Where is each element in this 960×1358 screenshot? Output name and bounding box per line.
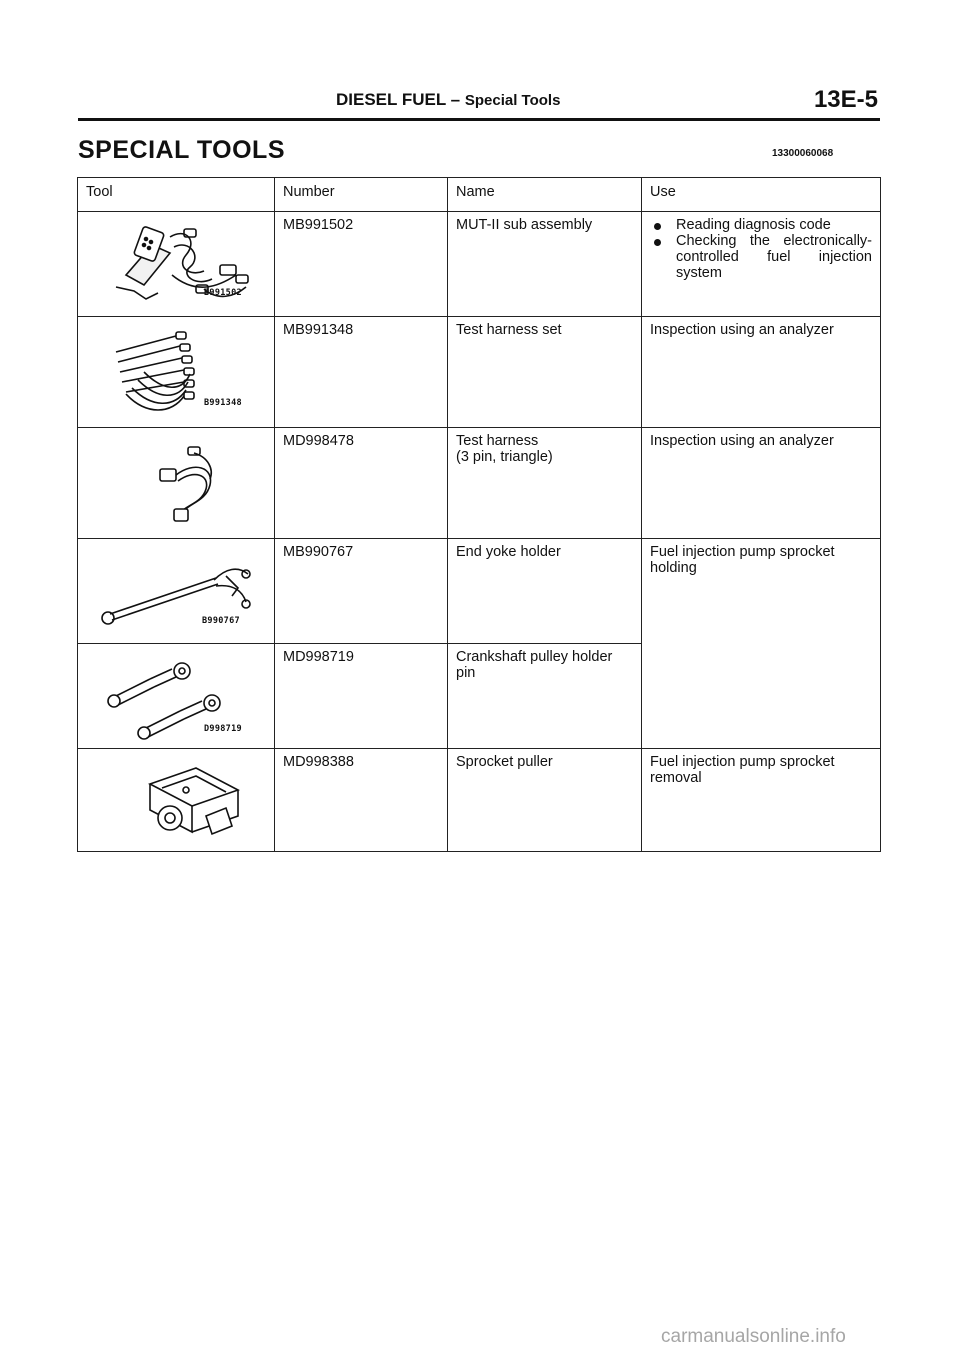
column-header-number: Number [275, 178, 448, 212]
header-dash: – [450, 90, 461, 109]
tool-illustration-cell [78, 644, 275, 749]
table-row [78, 317, 881, 428]
table-row [78, 749, 881, 852]
tool-illustration-cell [78, 317, 275, 428]
sprocket-puller-illustration [86, 754, 281, 846]
header-title-text: DIESEL FUEL [336, 90, 446, 109]
tool-tag: D998719 [204, 724, 242, 734]
list-item: Checking the electronically-controlled fuel injection system [650, 233, 872, 281]
section-title: SPECIAL TOOLS [78, 136, 286, 164]
use-list [650, 217, 872, 281]
tool-number: MB991348 [275, 317, 448, 428]
table-row [78, 212, 881, 317]
column-header-name: Name [448, 178, 642, 212]
table-row [78, 428, 881, 539]
watermark-text: carmanualsonline.info [661, 1326, 846, 1347]
header-subtitle: Special Tools [464, 92, 561, 109]
tool-use: Inspection using an analyzer [642, 317, 881, 428]
tool-illustration-cell [78, 212, 275, 317]
tool-tag: B991348 [204, 398, 242, 408]
column-header-tool: Tool [78, 178, 275, 212]
tool-use: Fuel injection pump sprocket holding [642, 539, 881, 749]
tool-name: Crankshaft pulley holder pin [448, 644, 642, 749]
tool-name: MUT-II sub assembly [448, 212, 642, 317]
tool-number: MB991502 [275, 212, 448, 317]
tool-number: MD998478 [275, 428, 448, 539]
special-tools-table [77, 177, 881, 852]
page-header [78, 84, 878, 118]
tool-number: MD998388 [275, 749, 448, 852]
crankshaft-pulley-holder-pin-illustration [86, 649, 281, 743]
test-harness-3pin-illustration [86, 433, 281, 533]
end-yoke-holder-illustration [86, 544, 281, 638]
section-code: 13300060068 [772, 148, 834, 159]
tool-name-line: (3 pin, triangle) [456, 449, 553, 465]
tool-use: Fuel injection pump sprocket removal [642, 749, 881, 852]
page-number: 13E-5 [813, 86, 878, 113]
tool-illustration-cell [78, 749, 275, 852]
tool-illustration-cell [78, 428, 275, 539]
list-item: Reading diagnosis code [650, 217, 872, 233]
tool-use [642, 212, 881, 317]
table-row [78, 539, 881, 644]
tool-number: MB990767 [275, 539, 448, 644]
tool-illustration-cell [78, 539, 275, 644]
tool-name [448, 428, 642, 539]
tool-tag: B990767 [202, 616, 240, 626]
column-header-use: Use [642, 178, 881, 212]
test-harness-set-illustration [86, 322, 281, 422]
tool-number: MD998719 [275, 644, 448, 749]
tool-use: Inspection using an analyzer [642, 428, 881, 539]
header-title [336, 90, 560, 110]
tool-name: Test harness set [448, 317, 642, 428]
tool-name-line: Test harness [456, 433, 539, 449]
tool-name: Sprocket puller [448, 749, 642, 852]
header-rule [78, 118, 880, 121]
table-header-row [78, 178, 881, 212]
tool-name: End yoke holder [448, 539, 642, 644]
watermark [661, 1326, 846, 1348]
mut-ii-sub-assembly-illustration [86, 217, 281, 311]
tool-tag: B991502 [204, 288, 242, 298]
